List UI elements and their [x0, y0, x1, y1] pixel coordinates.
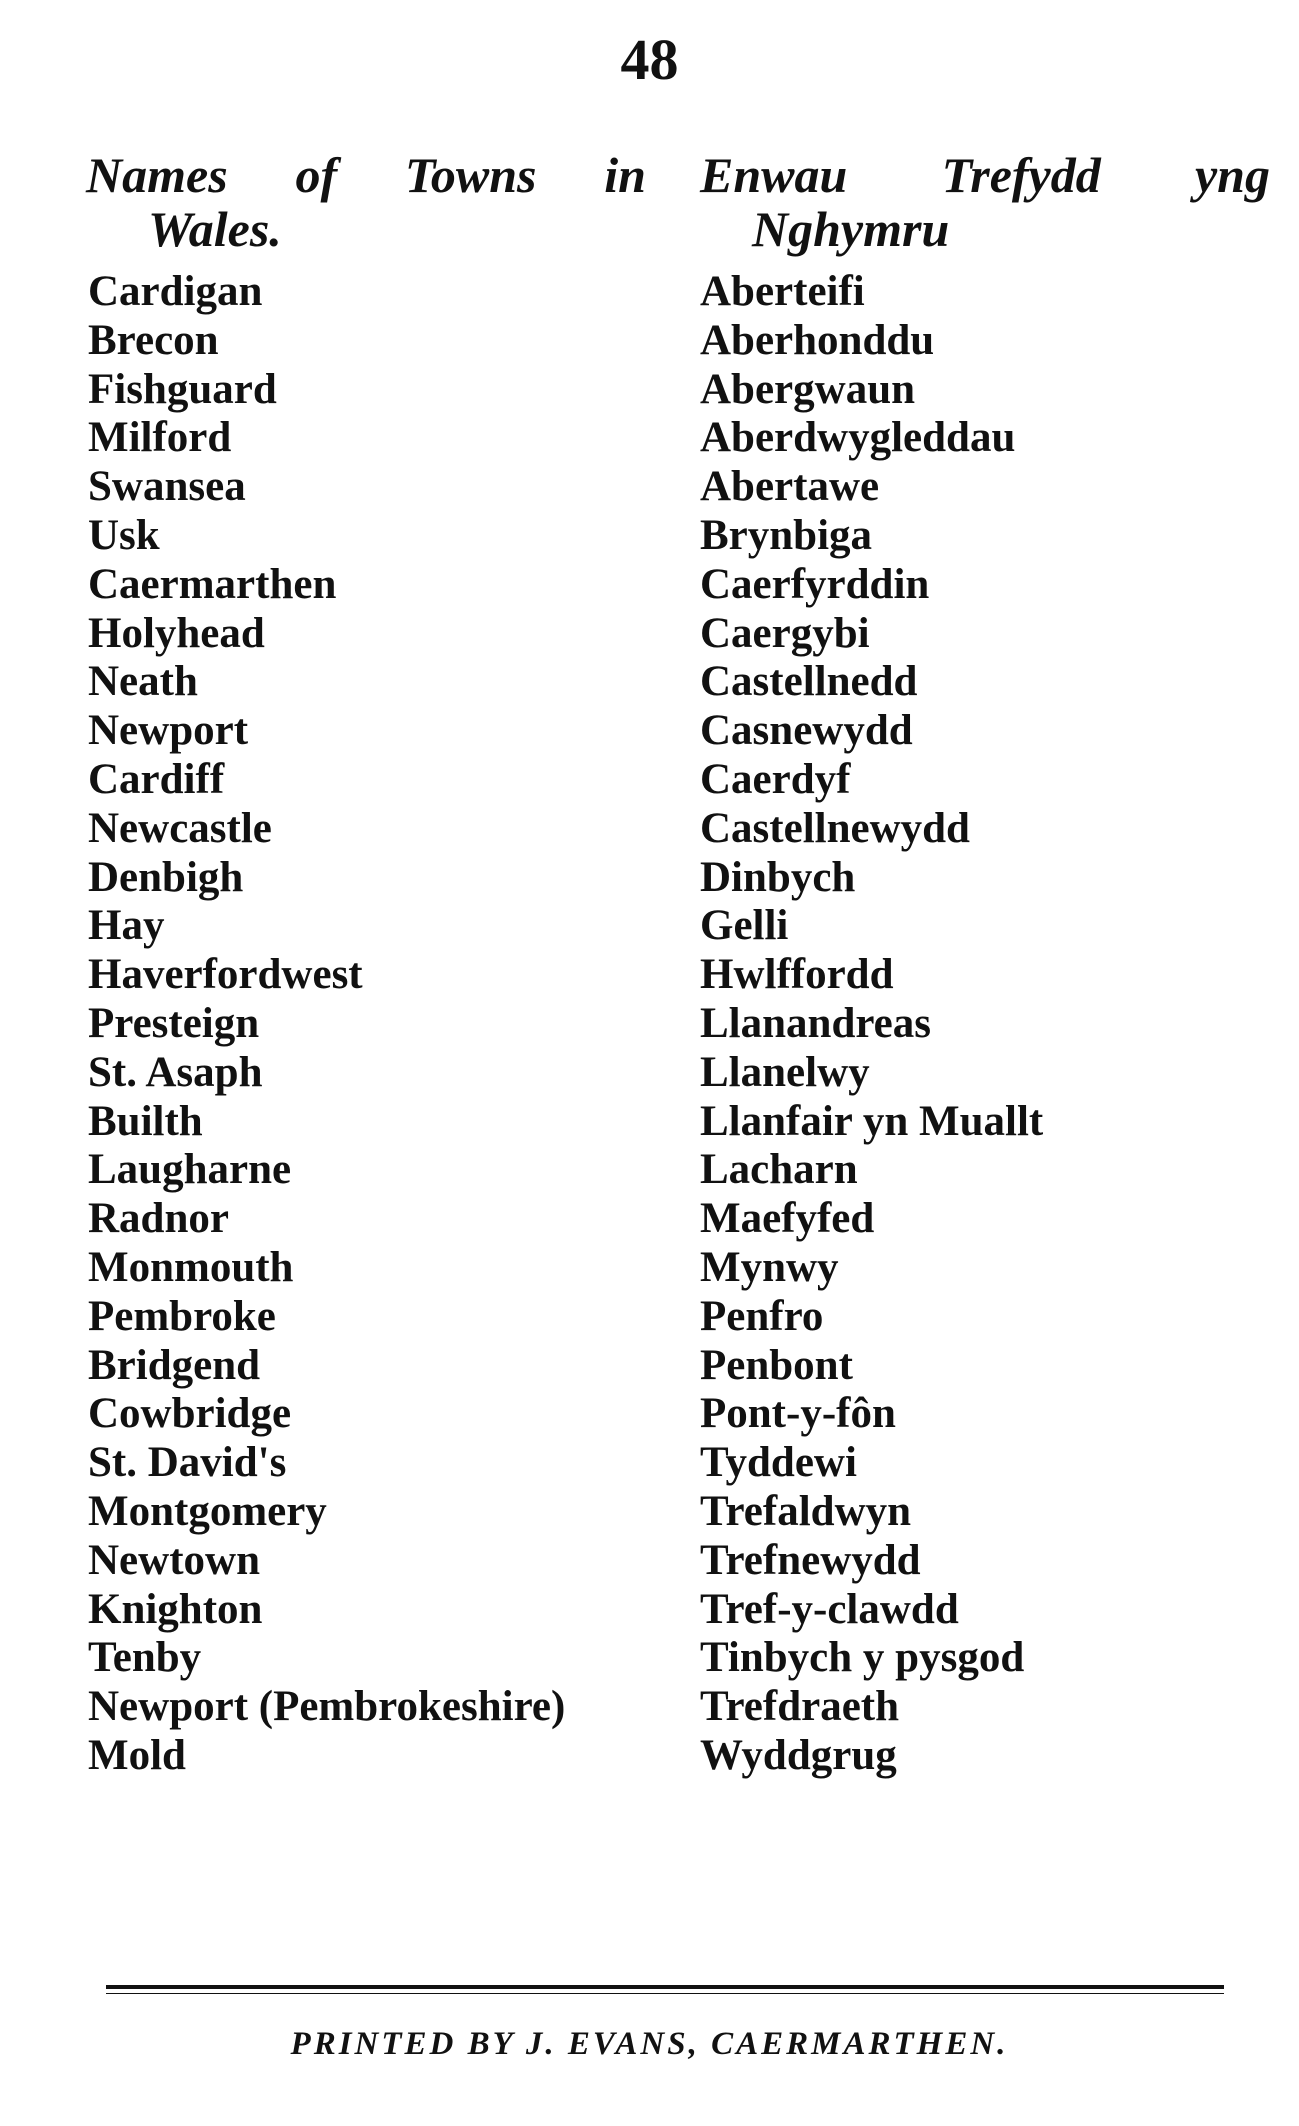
english-town-name: Newtown: [88, 1536, 260, 1584]
english-town-name: Usk: [88, 511, 160, 559]
english-town-name: Newcastle: [88, 804, 272, 852]
welsh-heading-word: Trefydd: [941, 147, 1101, 203]
welsh-town-name: Gelli: [700, 902, 789, 950]
welsh-town-name: Tinbych y pysgod: [700, 1634, 1025, 1682]
welsh-town-name: Abertawe: [700, 463, 880, 511]
english-town-name: St. David's: [88, 1439, 287, 1487]
welsh-town-name: Llanfair yn Muallt: [700, 1097, 1044, 1145]
english-town-name: Tenby: [88, 1634, 202, 1682]
footer-rule-thin: [106, 1993, 1224, 1994]
english-heading-word: Wales.: [148, 201, 282, 257]
english-town-name: Knighton: [88, 1585, 263, 1633]
english-column-heading: [86, 148, 646, 256]
welsh-town-name: Castellnewydd: [700, 804, 970, 852]
welsh-town-name: Aberteifi: [700, 268, 865, 315]
english-town-name: Mold: [88, 1731, 186, 1779]
english-town-name: St. Asaph: [88, 1048, 263, 1096]
welsh-town-name: Wyddgrug: [700, 1731, 897, 1779]
english-town-name: Presteign: [88, 999, 260, 1047]
welsh-town-name: Llanelwy: [700, 1048, 870, 1096]
footer-rule-thick: [106, 1985, 1224, 1989]
english-heading-word: of: [295, 147, 338, 203]
welsh-town-name: Castellnedd: [700, 658, 918, 706]
welsh-heading-word: Enwau: [700, 147, 848, 203]
welsh-town-name: Dinbych: [700, 853, 856, 901]
english-town-name: Montgomery: [88, 1487, 327, 1535]
english-town-name: Bridgend: [88, 1341, 261, 1389]
welsh-town-name: Mynwy: [700, 1243, 839, 1291]
english-town-name: Cardiff: [88, 755, 225, 803]
welsh-town-name: Aberdwygleddau: [700, 414, 1016, 462]
english-heading-word: in: [604, 147, 646, 203]
english-heading-word: Names: [86, 147, 228, 203]
english-town-name: Caermarthen: [88, 560, 337, 608]
english-town-name: Radnor: [88, 1195, 229, 1243]
english-town-name: Fishguard: [88, 365, 277, 413]
english-town-name: Swansea: [88, 463, 246, 511]
english-town-name: Newport (Pembrokeshire): [88, 1683, 566, 1731]
english-town-name: Pembroke: [88, 1292, 276, 1340]
english-town-name: Denbigh: [88, 853, 244, 901]
english-town-name: Haverfordwest: [88, 951, 363, 999]
english-town-name: Builth: [88, 1097, 203, 1145]
welsh-town-name: Caerdyf: [700, 755, 851, 803]
english-town-name: Laugharne: [88, 1146, 292, 1194]
welsh-town-name: Tyddewi: [700, 1439, 857, 1487]
welsh-town-name: Pont-y-fôn: [700, 1390, 896, 1438]
english-town-name: Cardigan: [88, 268, 263, 315]
english-town-name: Neath: [88, 658, 198, 706]
welsh-town-name: Brynbiga: [700, 511, 873, 559]
welsh-town-name: Trefdraeth: [700, 1683, 900, 1731]
welsh-town-name: Abergwaun: [700, 365, 916, 413]
welsh-town-name: Penfro: [700, 1292, 824, 1340]
english-heading-word: Towns: [404, 147, 537, 203]
english-town-name: Holyhead: [88, 609, 265, 657]
english-town-list: [88, 268, 688, 1781]
welsh-town-name: Lacharn: [700, 1146, 858, 1194]
welsh-heading-word: yng: [1194, 147, 1270, 203]
welsh-town-name: Casnewydd: [700, 707, 913, 755]
welsh-town-name: Maefyfed: [700, 1195, 875, 1243]
welsh-town-name: Trefaldwyn: [700, 1487, 912, 1535]
english-town-name: Brecon: [88, 316, 219, 364]
welsh-town-name: Caergybi: [700, 609, 870, 657]
welsh-town-name: Tref-y-clawdd: [700, 1585, 959, 1633]
english-town-name: Cowbridge: [88, 1390, 292, 1438]
printer-imprint: PRINTED BY J. EVANS, CAERMARTHEN.: [290, 2026, 1009, 2062]
english-town-name: Newport: [88, 707, 249, 755]
welsh-town-name: Aberhonddu: [700, 316, 935, 364]
english-town-name: Monmouth: [88, 1243, 294, 1291]
page-number: 48: [620, 27, 679, 92]
welsh-town-name: Llanandreas: [700, 999, 931, 1047]
welsh-town-name: Trefnewydd: [700, 1536, 921, 1584]
welsh-town-name: Penbont: [700, 1341, 853, 1389]
english-town-name: Hay: [88, 902, 165, 950]
welsh-heading-word: Nghymru: [752, 201, 950, 257]
welsh-town-name: Hwlffordd: [700, 951, 894, 999]
welsh-column-heading: [700, 148, 1270, 256]
welsh-town-list: [700, 268, 1260, 1781]
welsh-town-name: Caerfyrddin: [700, 560, 930, 608]
english-town-name: Milford: [88, 414, 232, 462]
